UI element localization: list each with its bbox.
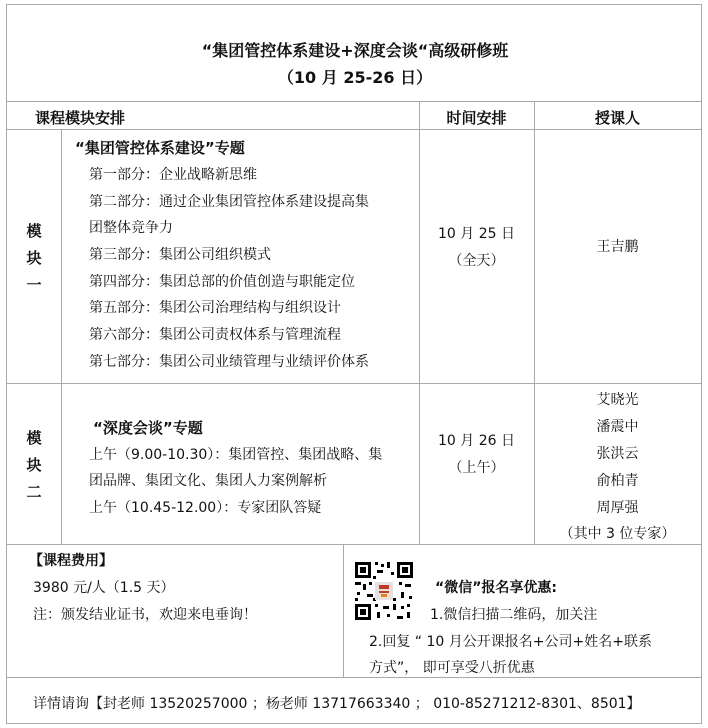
divider <box>61 129 62 383</box>
module2-heading: “深度会谈”专题 <box>93 419 203 437</box>
module1-item: 第三部分：集团公司组织模式 <box>89 247 271 263</box>
module2-lecturer-note: （其中 3 位专家） <box>559 526 676 542</box>
divider <box>7 101 701 102</box>
fees-note: 注：颁发结业证书，欢迎来电垂询！ <box>33 607 257 623</box>
module2-period: （上午） <box>448 460 505 476</box>
module1-label-char: 模 <box>26 222 42 240</box>
module1-lecturer: 王吉鹏 <box>596 239 639 255</box>
module1-item: 第五部分：集团公司治理结构与组织设计 <box>89 300 341 316</box>
divider <box>7 677 701 678</box>
module2-lecturer: 艾晓光 <box>596 392 639 408</box>
fees-price: 3980 元/人（1.5 天） <box>33 580 175 596</box>
page-subtitle: （10 月 25-26 日） <box>277 68 433 87</box>
module1-label-char: 一 <box>26 276 42 294</box>
module1-label-char: 块 <box>26 249 42 267</box>
wechat-heading: “微信”报名享优惠: <box>435 580 558 596</box>
module1-item: 第一部分：企业战略新思维 <box>89 167 257 183</box>
divider <box>7 383 701 384</box>
qr-code-icon[interactable] <box>353 560 415 622</box>
module1-label <box>7 218 61 299</box>
module1-item: 第四部分：集团总部的价值创造与职能定位 <box>89 274 355 290</box>
page-title: “集团管控体系建设+深度会谈“高级研修班 <box>201 41 509 60</box>
course-table <box>6 4 702 724</box>
module1-item: 团整体竞争力 <box>89 220 173 236</box>
header-time: 时间安排 <box>446 109 507 127</box>
module2-label <box>7 425 61 506</box>
module2-item: 团品牌、集团文化、集团人力案例解析 <box>89 473 327 489</box>
module2-label-char: 二 <box>26 483 42 501</box>
module1-item: 第七部分：集团公司业绩管理与业绩评价体系 <box>89 354 369 370</box>
module2-lecturer: 周厚强 <box>596 500 639 516</box>
module2-label-char: 模 <box>26 429 42 447</box>
wechat-step1: 1.微信扫描二维码，加关注 <box>430 607 598 623</box>
module1-date: 10 月 25 日 <box>438 226 515 242</box>
module1-item: 第六部分：集团公司责权体系与管理流程 <box>89 327 341 343</box>
wechat-step2: 2.回复 “ 10 月公开课报名+公司+姓名+联系 <box>369 634 652 650</box>
header-lecturer: 授课人 <box>594 109 640 127</box>
module2-item: 上午（10.45-12.00）：专家团队答疑 <box>89 500 322 516</box>
divider <box>343 544 344 677</box>
divider <box>419 101 420 544</box>
module2-label-char: 块 <box>26 456 42 474</box>
module2-lecturer: 俞柏青 <box>596 473 639 489</box>
module2-lecturer: 张洪云 <box>596 446 639 462</box>
contact-info: 详情请询【封老师 13520257000 ；杨老师 13717663340 ； 010-85271212-8301、8501】 <box>33 696 641 712</box>
module1-period: （全天） <box>448 253 505 269</box>
divider <box>7 129 701 130</box>
fees-heading: 【课程费用】 <box>29 553 113 569</box>
wechat-step2-cont: 方式”， 即可享受八折优惠 <box>369 660 535 676</box>
module2-date: 10 月 26 日 <box>438 433 515 449</box>
header-module: 课程模块安排 <box>35 109 126 127</box>
module1-heading: “集团管控体系建设”专题 <box>75 139 245 157</box>
module2-lecturer: 潘震中 <box>596 419 639 435</box>
module1-item: 第二部分：通过企业集团管控体系建设提高集 <box>89 194 369 210</box>
divider <box>61 383 62 544</box>
divider <box>7 544 701 545</box>
module2-item: 上午（9.00-10.30）：集团管控、集团战略、集 <box>89 447 383 463</box>
